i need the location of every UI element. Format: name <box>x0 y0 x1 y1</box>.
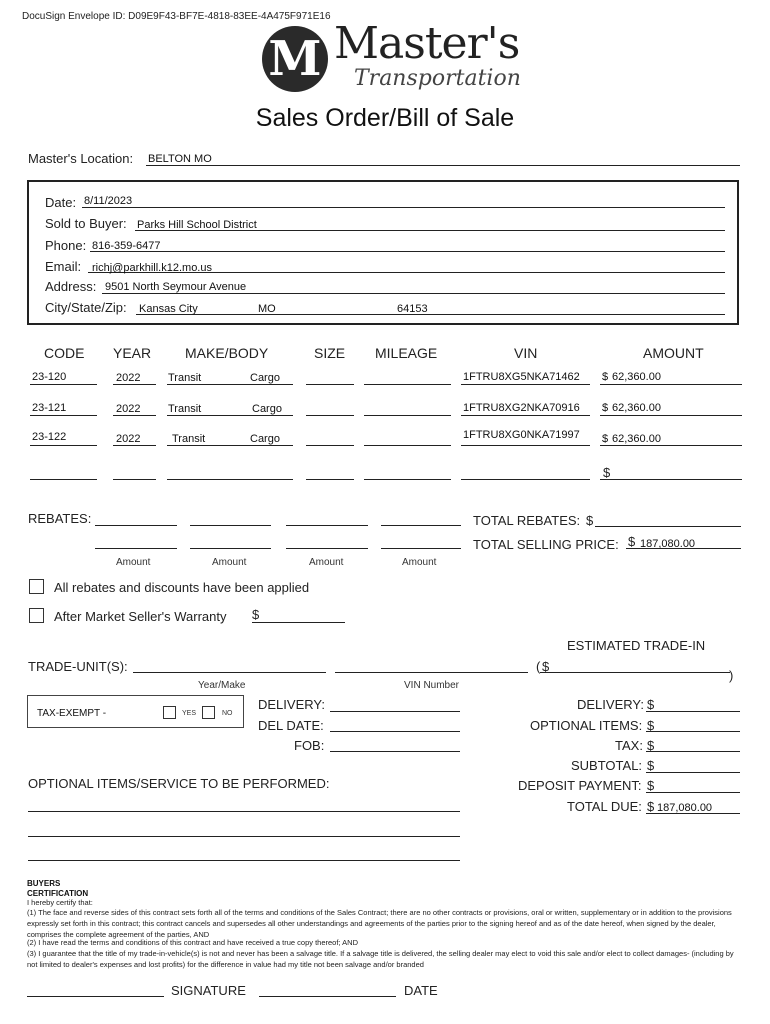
subtotal-currency: $ <box>647 758 655 773</box>
amount2-label: Amount <box>212 557 247 568</box>
row2-make[interactable]: Transit <box>168 403 202 415</box>
logo-name: Master's <box>334 18 520 69</box>
date-label: Date: <box>45 195 77 210</box>
trade-in-value-line[interactable] <box>540 672 730 673</box>
row2-amount[interactable]: 62,360.00 <box>612 402 661 414</box>
row3-vin-line <box>461 445 590 446</box>
tax-exempt-label: TAX-EXEMPT - <box>37 708 107 719</box>
address-line[interactable] <box>102 293 725 294</box>
col-code: CODE <box>44 345 85 361</box>
warranty-line[interactable] <box>252 622 345 623</box>
del-date-line[interactable] <box>330 731 460 732</box>
row3-code-line <box>30 445 97 446</box>
cert-intro: I hereby certify that: <box>27 898 93 907</box>
total-due-value[interactable]: 187,080.00 <box>657 802 713 814</box>
row3-size-line[interactable] <box>306 445 354 446</box>
year-make-label: Year/Make <box>198 680 246 691</box>
city-state-zip-label: City/State/Zip: <box>45 300 127 315</box>
delivery-label: DELIVERY: <box>258 697 325 712</box>
zip-value[interactable]: 64153 <box>397 303 428 315</box>
col-make-body: MAKE/BODY <box>185 345 269 361</box>
cert-clause-3: (3) I guarantee that the title of my trade-in-vehicle(s) is not and never has been a salvage title. If a salvage title is delivered, the selling dealer may elect to void this sale and/or elect to collect damages- (including by not limited to dealer's expenses and lost profits) for the difference in value had my title not been salvage and/or branded <box>27 949 734 969</box>
row1-code[interactable]: 23-120 <box>32 371 67 383</box>
location-line[interactable] <box>146 165 740 166</box>
address-label: Address: <box>45 279 97 294</box>
col-mileage: MILEAGE <box>375 345 438 361</box>
optional-service-line-2[interactable] <box>28 836 460 837</box>
sold-to-label: Sold to Buyer: <box>45 216 127 231</box>
amount4-line[interactable] <box>381 548 461 549</box>
email-value[interactable]: richj@parkhill.k12.mo.us <box>92 262 212 274</box>
row3-amount-line <box>600 445 742 446</box>
rebates-label: REBATES: <box>28 511 92 526</box>
row4-year-line[interactable] <box>113 479 156 480</box>
row1-currency: $ <box>602 371 609 383</box>
tax-exempt-yes-label: YES <box>182 710 197 717</box>
delivery-charge-line[interactable] <box>646 711 740 712</box>
company-logo <box>262 18 521 94</box>
signature-date-line[interactable] <box>259 996 396 997</box>
optional-service-label: OPTIONAL ITEMS/SERVICE TO BE PERFORMED: <box>28 776 330 791</box>
row1-year-line <box>113 384 156 385</box>
date-line[interactable] <box>82 207 725 208</box>
row2-mileage-line[interactable] <box>364 415 451 416</box>
total-selling-value[interactable]: 187,080.00 <box>640 538 696 550</box>
row2-year-line <box>113 415 156 416</box>
row1-year[interactable]: 2022 <box>116 372 141 384</box>
page-title: Sales Order/Bill of Sale <box>255 104 515 132</box>
row2-currency: $ <box>602 402 609 414</box>
row2-size-line[interactable] <box>306 415 354 416</box>
optional-service-line-3[interactable] <box>28 860 460 861</box>
row1-vin[interactable]: 1FTRU8XG5NKA71462 <box>463 371 580 383</box>
amount1-line[interactable] <box>95 548 177 549</box>
location-value[interactable]: BELTON MO <box>148 153 212 165</box>
fob-label: FOB: <box>294 738 325 753</box>
row1-amount-line <box>600 384 742 385</box>
cert-clause-2: (2) I have read the terms and conditions of this contract and have received a true copy thereof; AND <box>27 938 359 947</box>
total-rebates-line[interactable] <box>595 526 741 527</box>
logo-emblem: M <box>262 26 328 92</box>
logo-subtitle: Transportation <box>354 66 521 91</box>
row2-make-line <box>167 415 293 416</box>
optional-items-line[interactable] <box>646 731 740 732</box>
warranty-label: After Market Seller's Warranty <box>54 609 227 624</box>
signature-date-label: DATE <box>404 983 438 998</box>
total-selling-line <box>626 548 741 549</box>
col-vin: VIN <box>514 345 538 361</box>
optional-service-line-1[interactable] <box>28 811 460 812</box>
row2-amount-line <box>600 415 742 416</box>
amount3-line[interactable] <box>286 548 368 549</box>
row4-make-line[interactable] <box>167 479 293 480</box>
phone-line[interactable] <box>90 251 725 252</box>
row1-make-line <box>167 384 293 385</box>
state-value[interactable]: MO <box>258 303 276 315</box>
row3-vin[interactable]: 1FTRU8XG0NKA71997 <box>463 429 580 441</box>
row3-code[interactable]: 23-122 <box>32 431 67 443</box>
deposit-payment-currency: $ <box>647 778 655 793</box>
signature-line[interactable] <box>27 996 164 997</box>
trade-vin-line[interactable] <box>335 672 528 673</box>
row3-make[interactable]: Transit <box>172 433 206 445</box>
row4-size-line[interactable] <box>306 479 354 480</box>
col-size: SIZE <box>314 345 346 361</box>
deposit-payment-line[interactable] <box>646 792 740 793</box>
fob-line[interactable] <box>330 751 460 752</box>
trade-in-close-paren: ) <box>729 668 734 683</box>
warranty-currency: $ <box>252 607 260 622</box>
row2-vin[interactable]: 1FTRU8XG2NKA70916 <box>463 402 580 414</box>
rebate4-line[interactable] <box>381 525 461 526</box>
col-amount: AMOUNT <box>643 345 704 361</box>
rebates-applied-checkbox[interactable] <box>29 579 44 594</box>
amount1-label: Amount <box>116 557 151 568</box>
envelope-id: DocuSign Envelope ID: D09E9F43-BF7E-4818-83EE-4A475F971E16 <box>22 11 331 22</box>
amount3-label: Amount <box>309 557 344 568</box>
phone-label: Phone: <box>45 238 87 253</box>
tax-exempt-yes-checkbox[interactable] <box>163 706 176 719</box>
total-selling-currency: $ <box>628 534 636 549</box>
row2-body[interactable]: Cargo <box>252 403 282 415</box>
row2-code[interactable]: 23-121 <box>32 402 67 414</box>
tax-exempt-no-checkbox[interactable] <box>202 706 215 719</box>
total-rebates-currency: $ <box>586 513 594 528</box>
rebate3-line[interactable] <box>286 525 368 526</box>
row1-mileage-line[interactable] <box>364 384 451 385</box>
vin-number-label: VIN Number <box>404 680 460 691</box>
delivery-charge-currency: $ <box>647 697 655 712</box>
total-due-currency: $ <box>647 799 655 814</box>
row1-make[interactable]: Transit <box>168 372 202 384</box>
address-value[interactable]: 9501 North Seymour Avenue <box>105 281 247 293</box>
city-state-zip-line[interactable] <box>136 314 725 315</box>
row3-make-line <box>167 445 293 446</box>
row4-currency: $ <box>603 465 611 480</box>
buyer-info-box <box>27 180 739 325</box>
rebate2-line[interactable] <box>190 525 271 526</box>
row3-year[interactable]: 2022 <box>116 433 141 445</box>
estimated-trade-in-label: ESTIMATED TRADE-IN <box>567 638 706 653</box>
row4-amount-line[interactable] <box>600 479 742 480</box>
tax-exempt-no-label: NO <box>222 710 233 717</box>
rebates-applied-label: All rebates and discounts have been applied <box>54 580 310 595</box>
total-due-label: TOTAL DUE: <box>567 799 642 814</box>
optional-items-label: OPTIONAL ITEMS: <box>530 718 643 733</box>
row1-body[interactable]: Cargo <box>250 372 280 384</box>
rebate1-line[interactable] <box>95 525 177 526</box>
row3-amount[interactable]: 62,360.00 <box>612 433 661 445</box>
amount4-label: Amount <box>402 557 437 568</box>
subtotal-line[interactable] <box>646 772 740 773</box>
row1-amount[interactable]: 62,360.00 <box>612 371 661 383</box>
trade-year-make-line[interactable] <box>133 672 326 673</box>
row4-vin-line[interactable] <box>461 479 590 480</box>
row2-code-line <box>30 415 97 416</box>
row3-currency: $ <box>602 433 609 445</box>
date-value[interactable]: 8/11/2023 <box>84 195 133 207</box>
total-due-line <box>646 813 740 814</box>
subtotal-label: SUBTOTAL: <box>571 758 643 773</box>
deposit-payment-label: DEPOSIT PAYMENT: <box>518 778 642 793</box>
location-label: Master's Location: <box>28 151 134 166</box>
trade-in-currency: $ <box>542 659 550 674</box>
phone-value[interactable]: 816-359-6477 <box>92 240 161 252</box>
row1-code-line <box>30 384 97 385</box>
delivery-line[interactable] <box>330 711 460 712</box>
total-selling-label: TOTAL SELLING PRICE: <box>473 537 619 552</box>
cert-clause-1: (1) The face and reverse sides of this contract sets forth all of the terms and conditions of the Sales Contract; there are no other contracts or provisions, oral or written, supplementary or in addition to the provisions expressly set forth in this contract; this contract cancels and supersedes all other understandings and agreements of the parties prior to the signing hereof and as of the date hereof, when signed by the dealer, comprises the complete agreement of the parties, AND <box>27 908 732 939</box>
amount2-line[interactable] <box>190 548 271 549</box>
row4-code-line[interactable] <box>30 479 97 480</box>
delivery-charge-label: DELIVERY: <box>577 697 644 712</box>
trade-units-label: TRADE-UNIT(S): <box>28 659 128 674</box>
email-label: Email: <box>45 259 82 274</box>
row1-size-line[interactable] <box>306 384 354 385</box>
signature-label: SIGNATURE <box>171 983 246 998</box>
row3-mileage-line[interactable] <box>364 445 451 446</box>
row3-body[interactable]: Cargo <box>250 433 280 445</box>
row1-vin-line <box>461 384 590 385</box>
del-date-label: DEL DATE: <box>258 718 324 733</box>
optional-items-currency: $ <box>647 718 655 733</box>
cert-title-1: BUYERS <box>27 879 61 888</box>
row2-year[interactable]: 2022 <box>116 403 141 415</box>
trade-in-open-paren: ( <box>536 659 541 674</box>
row4-mileage-line[interactable] <box>364 479 451 480</box>
row2-vin-line <box>461 415 590 416</box>
total-rebates-label: TOTAL REBATES: <box>473 513 581 528</box>
col-year: YEAR <box>113 345 152 361</box>
tax-line[interactable] <box>646 751 740 752</box>
cert-title-2: CERTIFICATION <box>27 889 89 898</box>
tax-currency: $ <box>647 738 655 753</box>
warranty-checkbox[interactable] <box>29 608 44 623</box>
sold-to-value[interactable]: Parks Hill School District <box>137 219 257 231</box>
tax-label: TAX: <box>615 738 643 753</box>
city-value[interactable]: Kansas City <box>139 303 198 315</box>
row3-year-line <box>113 445 156 446</box>
